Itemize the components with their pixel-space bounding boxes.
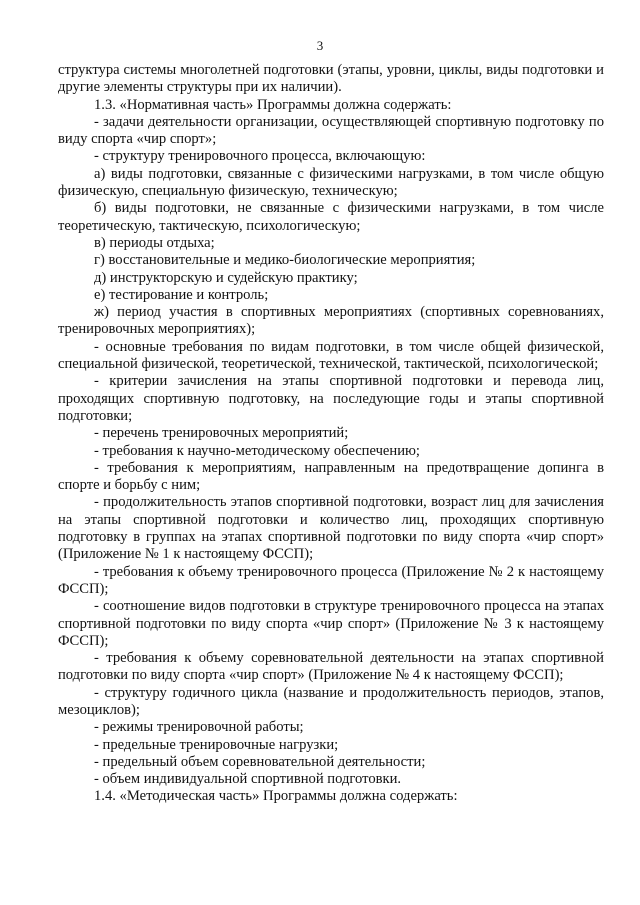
paragraph: в) периоды отдыха; — [94, 234, 215, 251]
paragraph: - режимы тренировочной работы; — [94, 719, 304, 736]
paragraph: - продолжительность этапов спортивной подготовки, возраст лиц для зачисления на этапы спортивной подготовки и количество лиц, проходящих спортивную подготовку в группах на этапах спортивной подготовки по виду спорта «чир спорт» (Приложение № 1 к настоящему ФССП); — [58, 494, 604, 563]
paragraph: - критерии зачисления на этапы спортивной подготовки и перевода лиц, проходящих спортивную подготовку, на последующие годы и этапы спортивной подготовки; — [58, 373, 604, 424]
paragraph: - предельные тренировочные нагрузки; — [94, 736, 339, 753]
paragraph: е) тестирование и контроль; — [94, 286, 269, 303]
paragraph: б) виды подготовки, не связанные с физическими нагрузками, в том числе теоретическую, тактическую, психологическую; — [58, 200, 604, 234]
paragraph: ж) период участия в спортивных мероприятиях (спортивных соревнованиях, тренировочных мероприятиях); — [58, 304, 604, 338]
paragraph: - структуру тренировочного процесса, включающую: — [94, 148, 426, 165]
paragraph: - задачи деятельности организации, осуществляющей спортивную подготовку по виду спорта «чир спорт»; — [58, 113, 604, 148]
document-body — [58, 62, 604, 806]
paragraph: - требования к мероприятиям, направленным на предотвращение допинга в спорте и борьбу с ним; — [58, 459, 604, 494]
paragraph: - соотношение видов подготовки в структуре тренировочного процесса на этапах спортивной подготовки по виду спорта «чир спорт» (Приложение № 3 к настоящему ФССП); — [58, 598, 604, 649]
paragraph: - требования к объему тренировочного процесса (Приложение № 2 к настоящему ФССП); — [58, 563, 604, 597]
paragraph: 1.3. «Нормативная часть» Программы должна содержать: — [94, 96, 452, 113]
paragraph: структура системы многолетней подготовки (этапы, уровни, циклы, виды подготовки и другие элементы структуры при их наличии). — [58, 62, 604, 96]
paragraph: - перечень тренировочных мероприятий; — [94, 425, 349, 442]
paragraph: 1.4. «Методическая часть» Программы должна содержать: — [94, 788, 458, 805]
paragraph: - объем индивидуальной спортивной подготовки. — [94, 771, 402, 788]
paragraph: - требования к объему соревновательной деятельности на этапах спортивной подготовки по виду спорта «чир спорт» (Приложение № 4 к настоящему ФССП); — [58, 650, 604, 684]
paragraph: - структуру годичного цикла (название и продолжительность периодов, этапов, мезоциклов); — [58, 684, 604, 718]
paragraph: - основные требования по видам подготовки, в том числе общей физической, специальной физической, теоретической, технической, тактической, психологической; — [58, 338, 604, 373]
paragraph: а) виды подготовки, связанные с физическими нагрузками, в том числе общую физическую, специальную физическую, техническую; — [58, 165, 604, 200]
paragraph: - предельный объем соревновательной деятельности; — [94, 753, 426, 770]
paragraph: - требования к научно-методическому обеспечению; — [94, 442, 420, 459]
paragraph: г) восстановительные и медико-биологические мероприятия; — [94, 252, 476, 269]
page-number: 3 — [316, 38, 324, 53]
paragraph: д) инструкторскую и судейскую практику; — [94, 269, 358, 286]
